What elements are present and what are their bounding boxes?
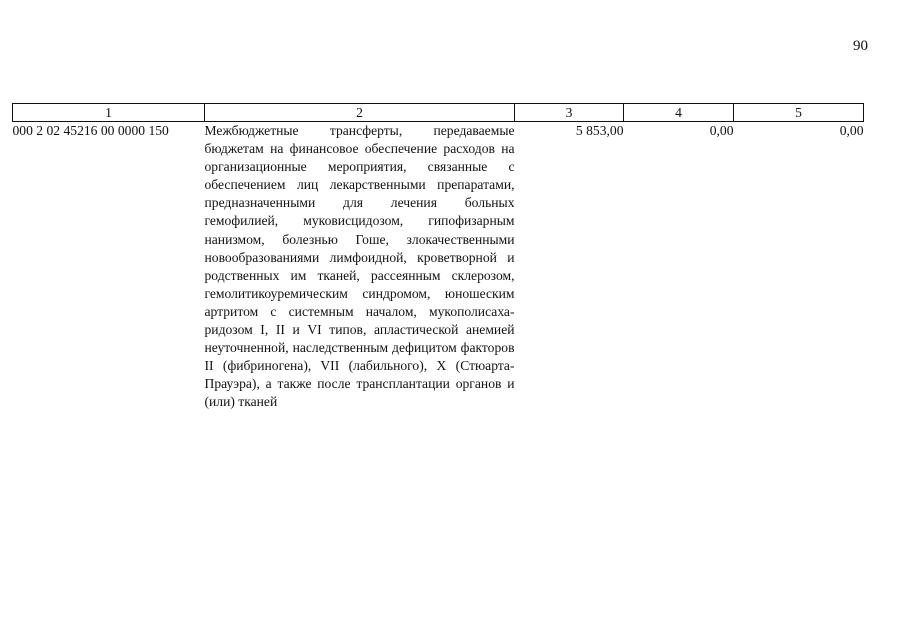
amount-column-3-cell: 5 853,00 — [575, 123, 624, 138]
column-header-5: 5 — [734, 104, 864, 122]
column-header-4: 4 — [624, 104, 734, 122]
budget-table — [12, 103, 864, 412]
page-number: 90 — [853, 38, 868, 54]
table-row — [13, 122, 864, 412]
budget-code-cell: 000 2 02 45216 00 0000 150 — [12, 123, 169, 138]
amount-column-5-cell: 0,00 — [839, 123, 864, 138]
description-cell: Межбюджетные трансферты, передаваемые бюджетам на финансовое обеспечение расходов на организационные мероприятия, связанные с обеспечением лиц лекарственными препаратами, предназначенными для лечения больных гемофилией, муковисцидозом, гипофизарным нанизмом, болезнью Гоше, злокачественными новообразованиями лимфоидной, кроветворной и родственных им тканей, рассеянным склерозом, гемолитикоуремическим синдромом, юношеским артритом с системным началом, мукополисахаридозом I, II и VI типов, апластической анемией неуточненной, наследственным дефицитом факторов II (фибриногена), VII (лабильного), X (Стюарта-Прауэра), а также после трансплантации органов и (или) тканей — [204, 123, 515, 410]
table-header-row — [13, 104, 864, 122]
column-header-3: 3 — [515, 104, 624, 122]
column-header-2: 2 — [205, 104, 515, 122]
column-header-1: 1 — [13, 104, 205, 122]
amount-column-4-cell: 0,00 — [709, 123, 734, 138]
